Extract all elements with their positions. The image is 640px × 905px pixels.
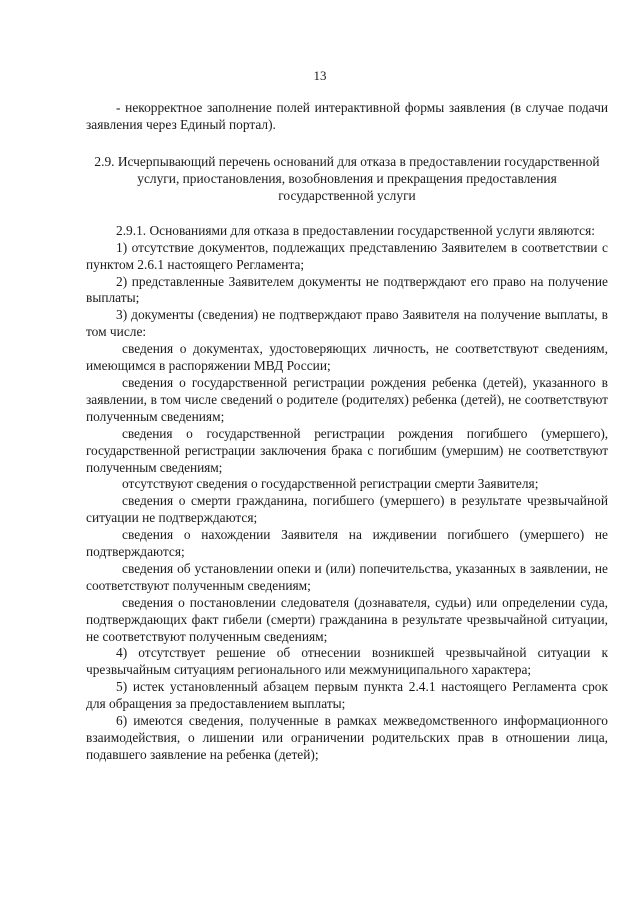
list-item-5: 5) истек установленный абзацем первым пункта 2.4.1 настоящего Регламента срок для обращения за предоставлением выплаты; — [86, 679, 608, 712]
sub-item-applicant-death: отсутствуют сведения о государственной регистрации смерти Заявителя; — [122, 476, 539, 492]
list-item-3: 3) документы (сведения) не подтверждают право Заявителя на получение выплаты, в том числе: — [86, 307, 608, 340]
sub-item-guardianship: сведения об установлении опеки и (или) попечительства, указанных в заявлении, не соответствуют полученным сведениям; — [86, 560, 608, 593]
page-number: 13 — [313, 68, 327, 83]
sub-item-dependency: сведения о нахождении Заявителя на иждивении погибшего (умершего) не подтверждаются; — [86, 527, 608, 560]
sub-item-deceased-birth: сведения о государственной регистрации рождения погибшего (умершего), государственной регистрации заключения брака с погибшим (умершим) не соответствуют полученным сведениям; — [86, 425, 608, 475]
list-item-6: 6) имеются сведения, полученные в рамках межведомственного информационного взаимодействия, о лишении или ограничении родительских прав в отношении лица, подавшего заявление на ребенка (детей); — [86, 713, 608, 762]
paragraph-2-9-1: 2.9.1. Основаниями для отказа в предоставлении государственной услуги являются: — [116, 222, 595, 238]
sub-item-investigator: сведения о постановлении следователя (дознавателя, судьи) или определении суда, подтверждающих факт гибели (смерти) гражданина в результате чрезвычайной ситуации, не соответствуют полученным сведениям; — [86, 594, 608, 644]
sub-item-identity: сведения о документах, удостоверяющих личность, не соответствуют сведениям, имеющимся в распоряжении МВД России; — [86, 341, 608, 374]
list-item-2: 2) представленные Заявителем документы не подтверждают его право на получение выплаты; — [86, 273, 608, 306]
document-body — [86, 100, 608, 764]
sub-item-citizen-death: сведения о смерти гражданина, погибшего (умершего) в результате чрезвычайной ситуации не подтверждаются; — [86, 493, 608, 526]
list-item-4: 4) отсутствует решение об отнесении возникшей чрезвычайной ситуации к чрезвычайным ситуациям регионального или межмуниципального характера; — [86, 645, 608, 678]
section-heading: 2.9. Исчерпывающий перечень оснований для отказа в предоставлении государственной услуги, приостановления, возобновления и прекращения предоставления государственной услуги — [94, 153, 600, 203]
list-item-1: 1) отсутствие документов, подлежащих представлению Заявителем в соответствии с пунктом 2.6.1 настоящего Регламента; — [86, 239, 608, 272]
sub-item-child-birth: сведения о государственной регистрации рождения ребенка (детей), указанного в заявлении, в том числе сведений о родителе (родителях) ребенка (детей), не соответствуют полученным сведениям; — [86, 374, 608, 424]
paragraph-incorrect-form: - некорректное заполнение полей интерактивной формы заявления (в случае подачи заявления через Единый портал). — [86, 100, 608, 132]
